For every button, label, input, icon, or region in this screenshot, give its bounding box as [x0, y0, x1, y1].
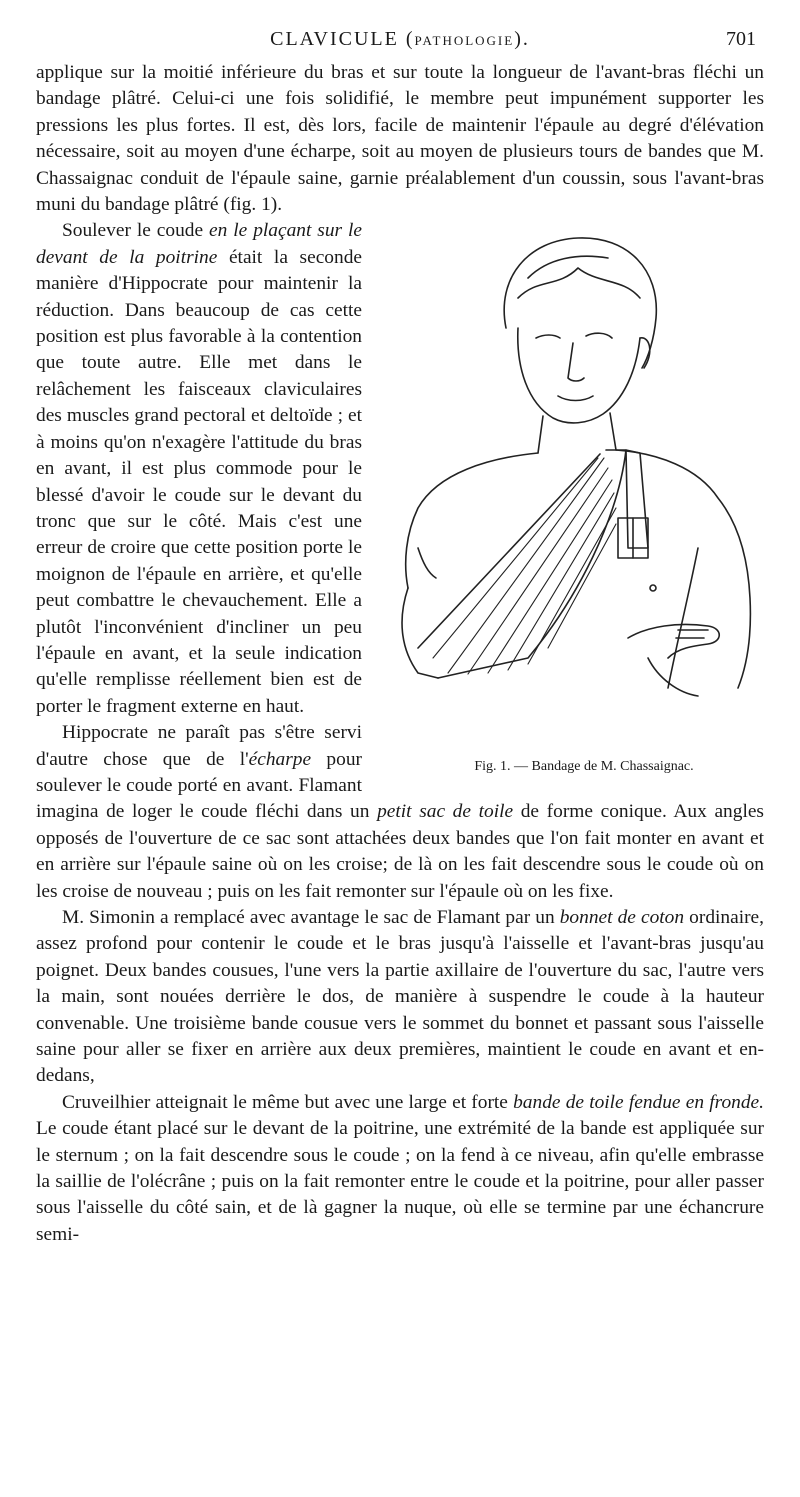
engraving-illustration	[378, 218, 764, 748]
running-head	[36, 28, 764, 51]
running-head-sub: PATHOLOGIE	[414, 33, 515, 48]
figure-1	[378, 218, 764, 778]
paragraph-4	[36, 905, 764, 1090]
italic-phrase: bonnet de coton	[559, 907, 685, 928]
body-text	[36, 60, 764, 1248]
sling-outer	[438, 450, 626, 678]
shoulder-strap	[626, 450, 648, 548]
text-run: était la seconde manière d'Hippocrate pour maintenir la réduction. Dans beaucoup de cas cette position est plus favorable à la contention que toute autre. Elle met dans le relâchement les faisceaux claviculaires des muscles grand pectoral et deltoïde ; et à moins qu'on n'exagère l'attitude du bras en avant, il est plus commode pour le blessé d'avoir le coude sur le devant du tronc que sur le côté. Mais c'est une erreur de croire que cette position porte le moignon de l'épaule en arrière, et qu'elle peut combattre le chevauchement. Elle a plutôt l'inconvénient d'incliner un peu l'épaule en avant, et la seule indication qu'elle remplisse réellement bien est de porter le fragment externe en haut.	[36, 246, 362, 717]
running-head-end: ).	[514, 28, 530, 50]
left-shoulder	[406, 453, 538, 588]
text-run: Cruveilhier atteignait le même but avec une large et forte	[62, 1091, 514, 1113]
neck-left	[538, 416, 543, 453]
paragraph-5	[36, 1090, 764, 1248]
figure-caption: Fig. 1. — Bandage de M. Chassaignac.	[474, 759, 694, 775]
text-run: Hippocrate ne paraît pas s'être servi d'autre chose que de l'	[36, 722, 362, 770]
text-run: pour soulever le coude porté en avant. Flamant imagina de loger le coude fléchi dans un	[36, 748, 378, 823]
neck-right	[610, 413, 616, 450]
text-run: Le coude étant placé sur le devant de la poitrine, une extrémité de la bande est appliquée sur le sternum ; on la fait descendre sous le coude ; on la fend à ce niveau, afin qu'elle embrasse la saillie de l'olécrâne ; puis on la fait remonter entre le coude et la poitrine, pour aller passer sous l'aisselle du côté sain, et de là gagner la nuque, où elle se termine par une échancrure semi-	[36, 1118, 764, 1245]
italic-phrase: bande de toile fendue en fronde.	[513, 1091, 764, 1113]
page-header	[36, 28, 764, 58]
italic-phrase: écharpe	[248, 748, 312, 770]
torso-side	[668, 548, 698, 688]
italic-phrase: en le plaçant sur le devant de la poitrine	[36, 220, 363, 268]
text-run: M. Simonin a remplacé avec avantage le sac de Flamant par un	[62, 907, 560, 928]
hair-outline	[504, 238, 656, 368]
right-shoulder	[616, 450, 750, 688]
left-eye	[536, 335, 560, 338]
mouth	[558, 396, 593, 401]
nipple	[650, 585, 656, 591]
paragraph-1	[36, 60, 764, 218]
right-eye	[586, 334, 612, 339]
text-run: ordinaire, assez profond pour contenir le coude et le bras jusqu'à l'aisselle et l'avant-bras jusqu'au poignet. Deux bandes cousues, l'une vers la partie axillaire de l'ouverture du sac, l'autre vers la main, sont nouées derrière le dos, de manière à suspendre le coude à la hauteur convenable. Une troisième bande cousue vers le sommet du bonnet et passant sous l'aisselle saine pour aller se fixer en arrière aux deux premières, maintient le coude en avant et en-dedans,	[36, 907, 765, 1087]
page-number: 701	[726, 28, 756, 50]
face-outline	[518, 328, 640, 423]
nose	[568, 343, 584, 381]
sling-inner	[418, 454, 600, 648]
text-run: applique sur la moitié inférieure du bras et sur toute la longueur de l'avant-bras fléchi un bandage plâtré. Celui-ci une fois solidifié, le membre peut impunément supporter les pressions les plus fortes. Il est, dès lors, facile de maintenir l'épaule au degré d'élévation nécessaire, soit au moyen d'une écharpe, soit au moyen de plusieurs tours de bandes que M. Chassaignac conduit de l'épaule saine, garnie préalablement d'un coussin, sous l'avant-bras muni du bandage plâtré (fig. 1).	[36, 62, 764, 216]
italic-phrase: petit sac de toile	[377, 801, 514, 823]
hair-detail	[518, 268, 640, 298]
text-run: de forme conique. Aux angles opposés de l'ouverture de ce sac sont attachées deux bandes que l'on fait monter en avant et en arrière sur l'épaule saine où on les croise; de là on les fait descendre sous le coude où on les croise de nouveau ; puis on les fait remonter sur l'épaule où on les fixe.	[36, 801, 764, 902]
running-head-main: CLAVICULE (	[270, 28, 415, 50]
arm-band	[418, 548, 436, 578]
text-run: Soulever le coude	[62, 220, 210, 242]
hair-curl	[528, 257, 608, 279]
